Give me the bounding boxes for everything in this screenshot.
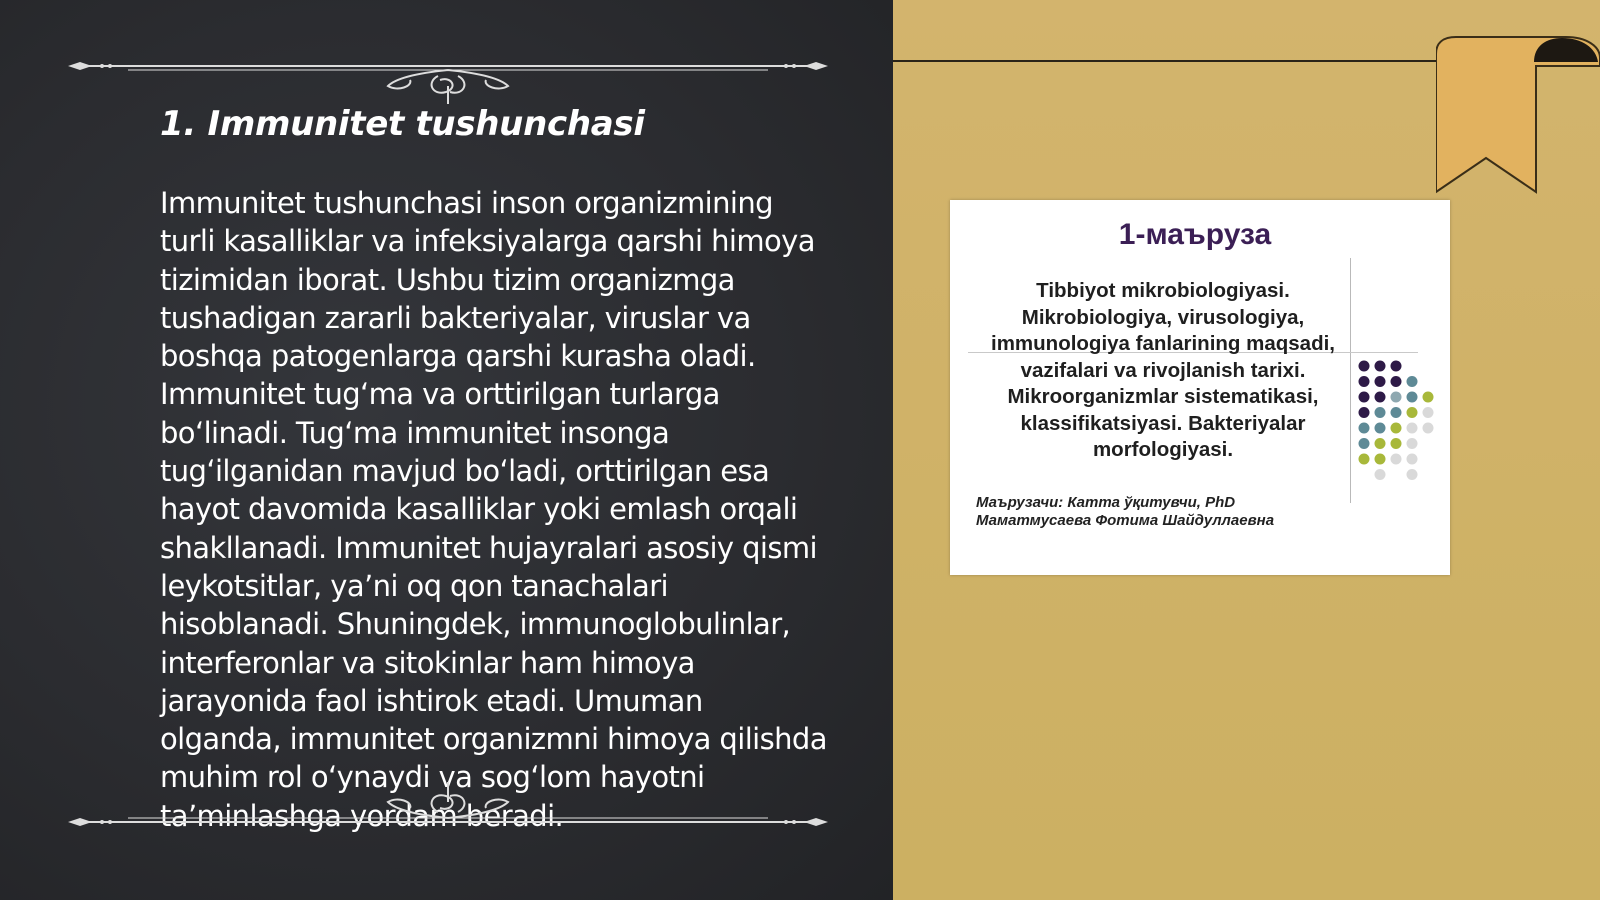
decorative-dot [1375,438,1386,449]
decorative-dot [1359,423,1370,434]
decorative-dot [1359,361,1370,372]
decorative-dot [1407,423,1418,434]
decorative-dot [1391,407,1402,418]
decorative-dot [1423,392,1434,403]
lecture-slide-thumbnail [950,200,1450,575]
decorative-dot [1407,469,1418,480]
divider-line [1350,258,1351,503]
thumbnail-title: 1-маъруза [1118,218,1272,251]
decorative-dot [1407,376,1418,387]
decorative-dot [1391,392,1402,403]
decorative-dot [1407,407,1418,418]
author-name-line: Маматмусаева Фотима Шайдуллаевна [976,512,1275,529]
decorative-dot [1391,423,1402,434]
decorative-dot [1423,423,1434,434]
decorative-dot [1375,423,1386,434]
decorative-dot [1359,454,1370,465]
decorative-dot [1407,438,1418,449]
decorative-dot [1391,361,1402,372]
decorative-dot [1391,454,1402,465]
decorative-dot [1423,407,1434,418]
decorative-dot [1375,407,1386,418]
decorative-dot [1359,392,1370,403]
decorative-dot [1375,469,1386,480]
decorative-dot [1391,376,1402,387]
decorative-dot [1359,407,1370,418]
decorative-dot [1375,392,1386,403]
decorative-dot [1391,438,1402,449]
bookmark-ribbon-icon [1436,36,1600,198]
thumbnail-description: Tibbiyot mikrobiologiyasi. Mikrobiologiya, virusologiya, immunologiya fanlarining maqsadi, vazifalari va rivojlanish tarixi. Mikroorganizmlar sistematikasi, klassifikatsiyasi. Bakteriyalar morfologiyasi. [991,279,1335,461]
decorative-dot [1359,376,1370,387]
thumbnail-author [976,494,1416,530]
decorative-dot [1407,454,1418,465]
flourish-divider-icon [68,46,828,106]
slide-title: 1. Immunitet tushunchasi [160,104,645,144]
decorative-dot [1375,361,1386,372]
flourish-divider-icon [68,776,828,836]
dot-grid-icon [1356,358,1446,488]
decorative-dot [1407,392,1418,403]
decorative-dot [1375,454,1386,465]
author-title-line: Маърузачи: Катта ўқитувчи, PhD [976,494,1236,511]
decorative-dot [1359,438,1370,449]
decorative-dot [1375,376,1386,387]
slide-body-text: Immunitet tushunchasi inson organizmining turli kasalliklar va infeksiyalarga qarshi himoya tizimidan iborat. Ushbu tizim organizmga tushadigan zararli bakteriyalar, viruslar va boshqa patogenlarga qarshi kurasha oladi. Immunitet tug‘ma va orttirilgan turlarga bo‘linadi. Tug‘ma immunitet insonga tug‘ilganidan mavjud bo‘ladi, orttirilgan esa hayot davomida kasalliklar yoki emlash orqali shakllanadi. Immunitet hujayralari asosiy qismi leykotsitlar, ya’ni oq qon tanachalari hisoblanadi. Shuningdek, immunoglobulinlar, interferonlar va sitokinlar ham himoya jarayonida faol ishtirok etadi. Umuman olganda, immunitet organizmni himoya qilishda muhim rol o‘ynaydi va sog‘lom hayotni ta’minlashga yordam beradi. [160,186,827,833]
